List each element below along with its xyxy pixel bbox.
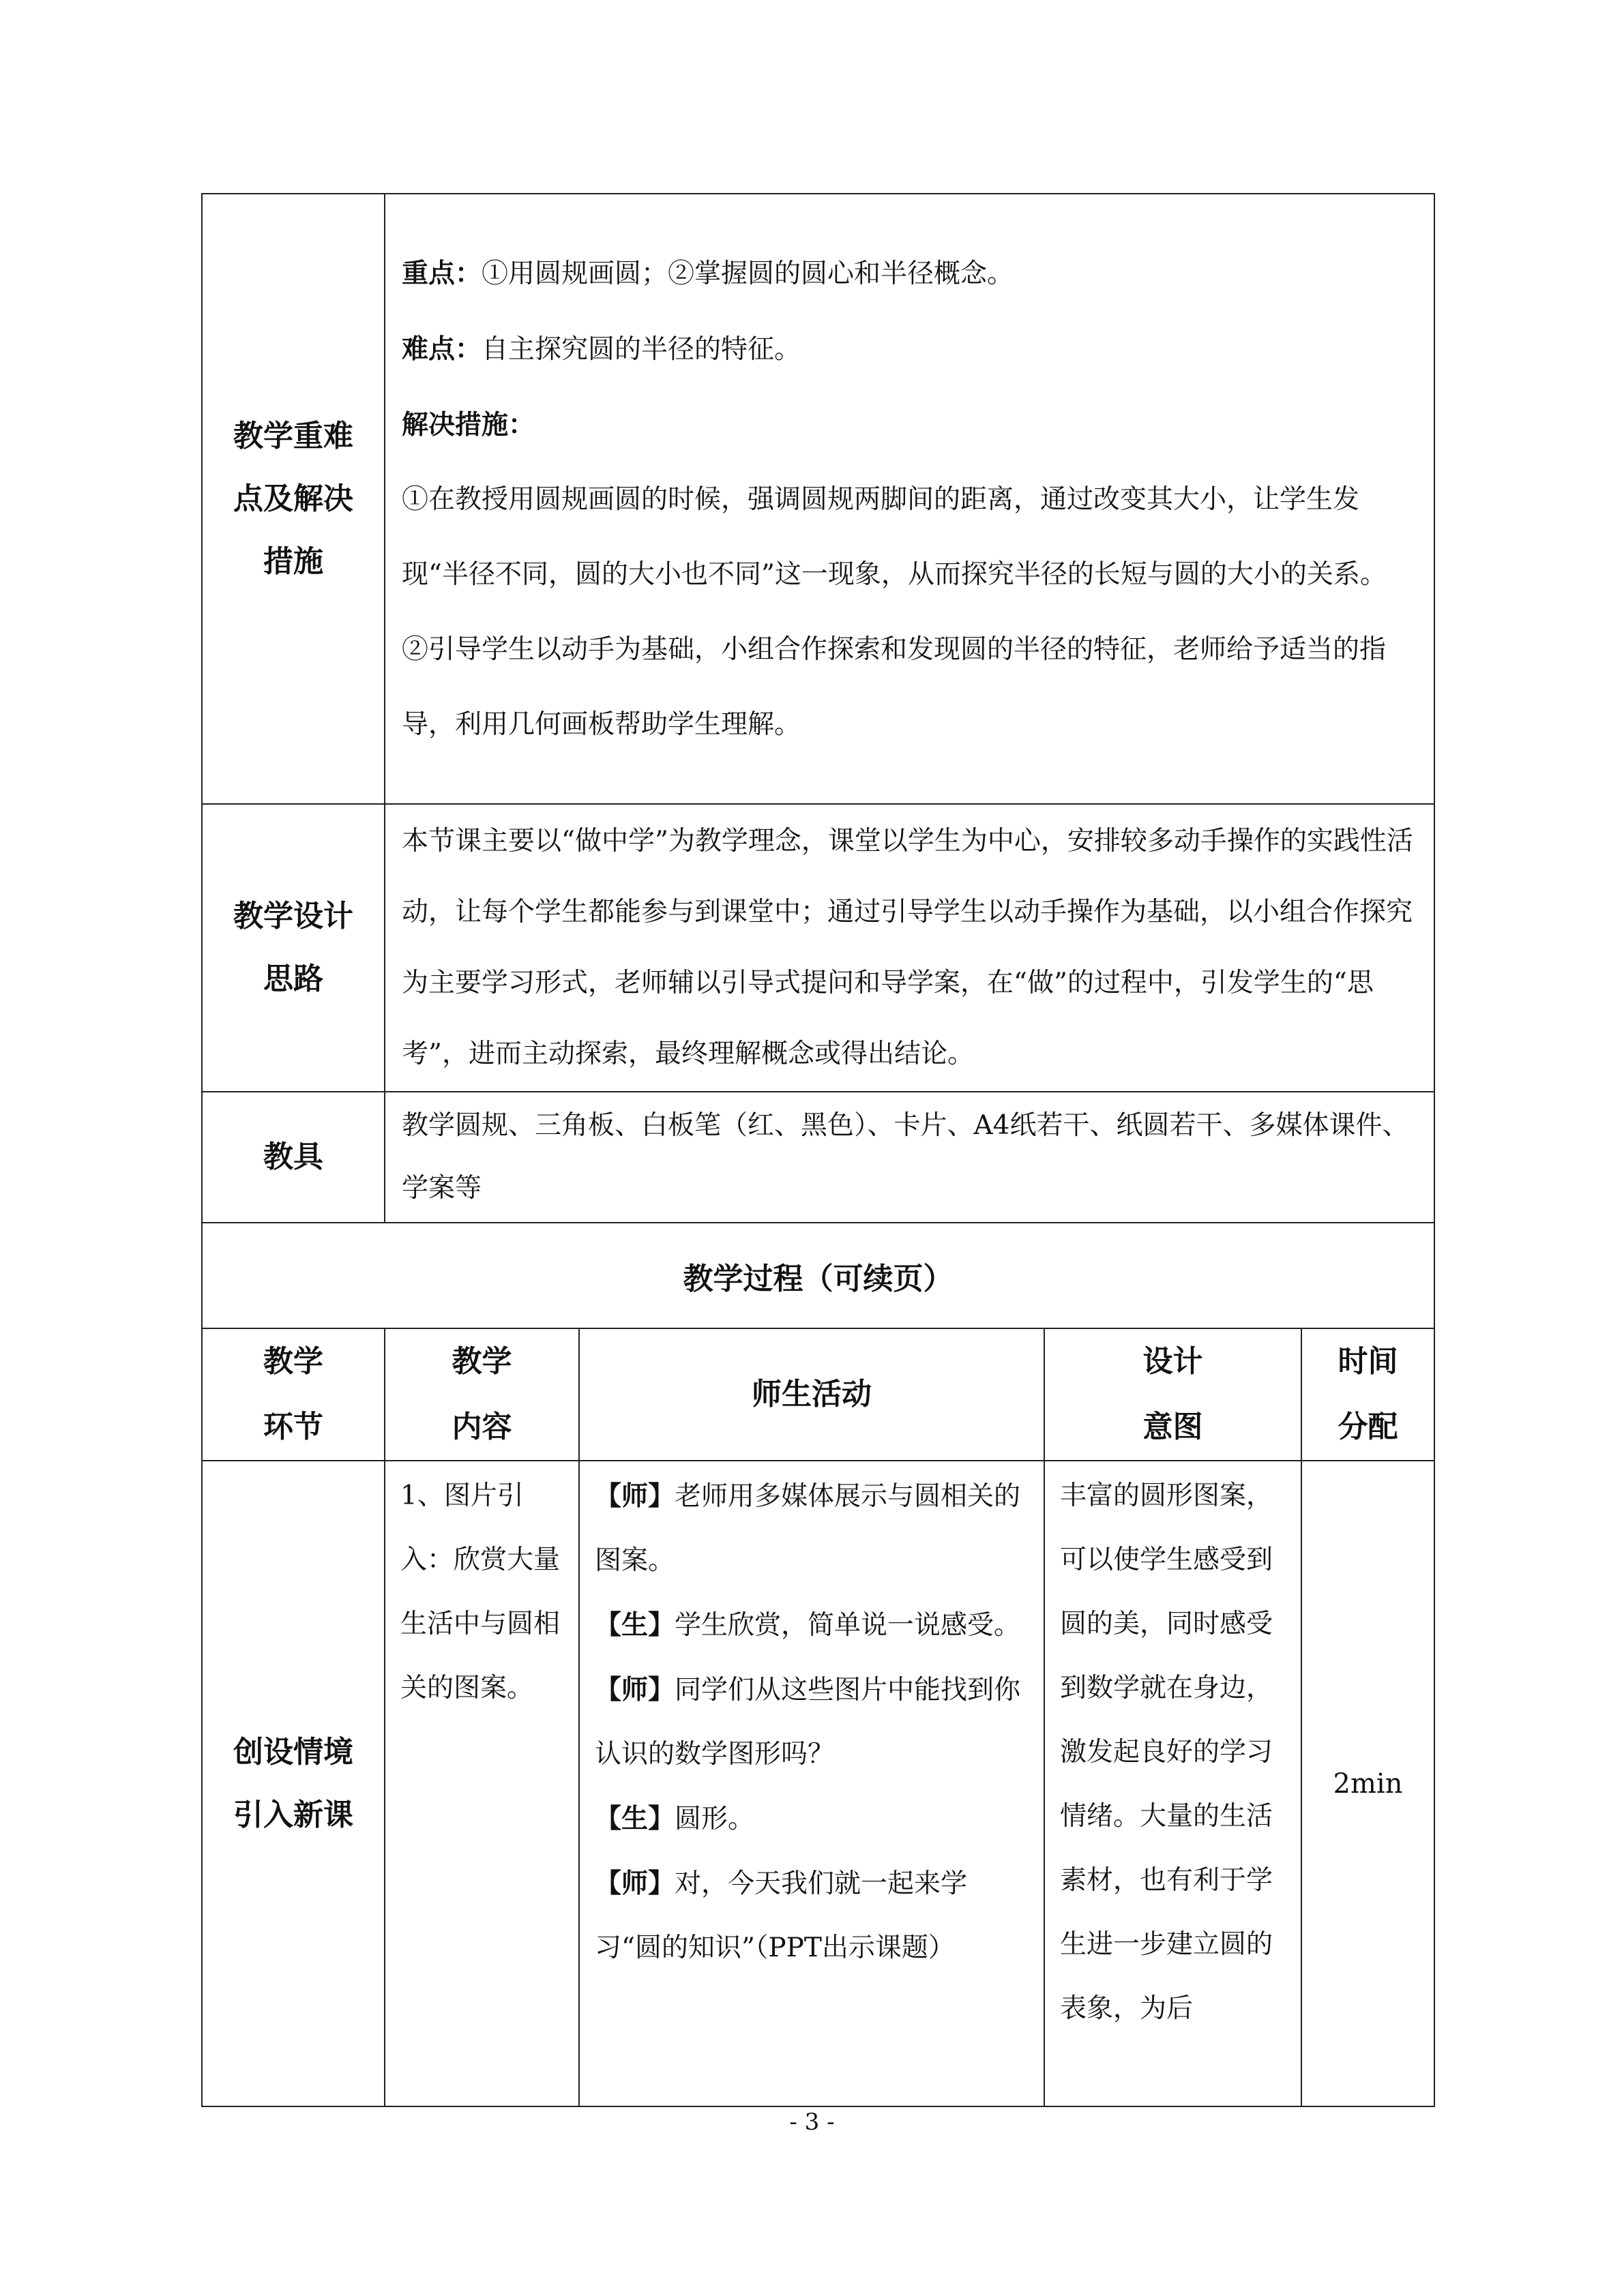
activity-item: 【师】同学们从这些图片中能找到你认识的数学图形吗？ [595,1674,1021,1770]
measure-2: ②引导学生以动手为基础，小组合作探索和发现圆的半径的特征，老师给予适当的指导，利用几何画板帮助学生理解。 [402,633,1387,740]
measure-1: ①在教授用圆规画圆的时候，强调圆规两脚间的距离，通过改变其大小，让学生发现“半径不同，圆的大小也不同”这一现象，从而探究半径的长短与圆的大小的关系。 [402,483,1387,590]
time-cell: 2min [1301,1461,1434,2106]
key-points-text: ①用圆规画圆；②掌握圆的圆心和半径概念。 [482,258,1014,289]
difficulty-row [202,194,1434,804]
hard-points-text: 自主探究圆的半径的特征。 [482,333,801,365]
process-title-row [202,1223,1434,1328]
process-title: 教学过程（可续页） [202,1223,1434,1328]
page-number: - 3 - [789,2108,835,2136]
activity-item: 【生】学生欣赏，简单说一说感受。 [595,1609,1021,1641]
measures-label: 解决措施： [402,408,535,441]
lesson-plan-table [201,193,1435,2107]
tools-label: 教具 [202,1092,385,1223]
design-label: 教学设计 思路 [202,804,385,1092]
activity-cell [579,1461,1044,2106]
header-intent: 设计 意图 [1044,1328,1301,1461]
activity-item: 【生】圆形。 [595,1803,755,1834]
difficulty-label: 教学重难 点及解决 措施 [202,194,385,804]
process-row [202,1461,1434,2106]
header-activity: 师生活动 [579,1328,1044,1461]
tools-text: 教学圆规、三角板、白板笔（红、黑色）、卡片、A4纸若干、纸圆若干、多媒体课件、学案等 [385,1092,1434,1223]
hard-points-label: 难点： [402,333,482,365]
header-content: 教学 内容 [385,1328,579,1461]
key-points-label: 重点： [402,257,482,289]
content-cell: 1、图片引入：欣赏大量生活中与圆相关的图案。 [385,1461,579,2106]
activity-item: 【师】对，今天我们就一起来学习“圆的知识”（PPT出示课题） [595,1868,968,1963]
header-time: 时间 分配 [1301,1328,1434,1461]
design-text: 本节课主要以“做中学”为教学理念，课堂以学生为中心，安排较多动手操作的实践性活动，让每个学生都能参与到课堂中；通过引导学生以动手操作为基础，以小组合作探究为主要学习形式，老师辅以引导式提问和导学案，在“做”的过程中，引发学生的“思考”，进而主动探索，最终理解概念或得出结论。 [385,804,1434,1092]
intent-cell: 丰富的圆形图案，可以使学生感受到圆的美，同时感受到数学就在身边，激发起良好的学习情绪。大量的生活素材，也有利于学生进一步建立圆的表象，为后 [1044,1461,1301,2106]
process-header-row [202,1328,1434,1461]
activity-item: 【师】老师用多媒体展示与圆相关的图案。 [595,1480,1021,1576]
tools-row [202,1092,1434,1223]
header-stage: 教学 环节 [202,1328,385,1461]
design-row [202,804,1434,1092]
difficulty-content [385,194,1434,804]
stage-cell: 创设情境 引入新课 [202,1461,385,2106]
